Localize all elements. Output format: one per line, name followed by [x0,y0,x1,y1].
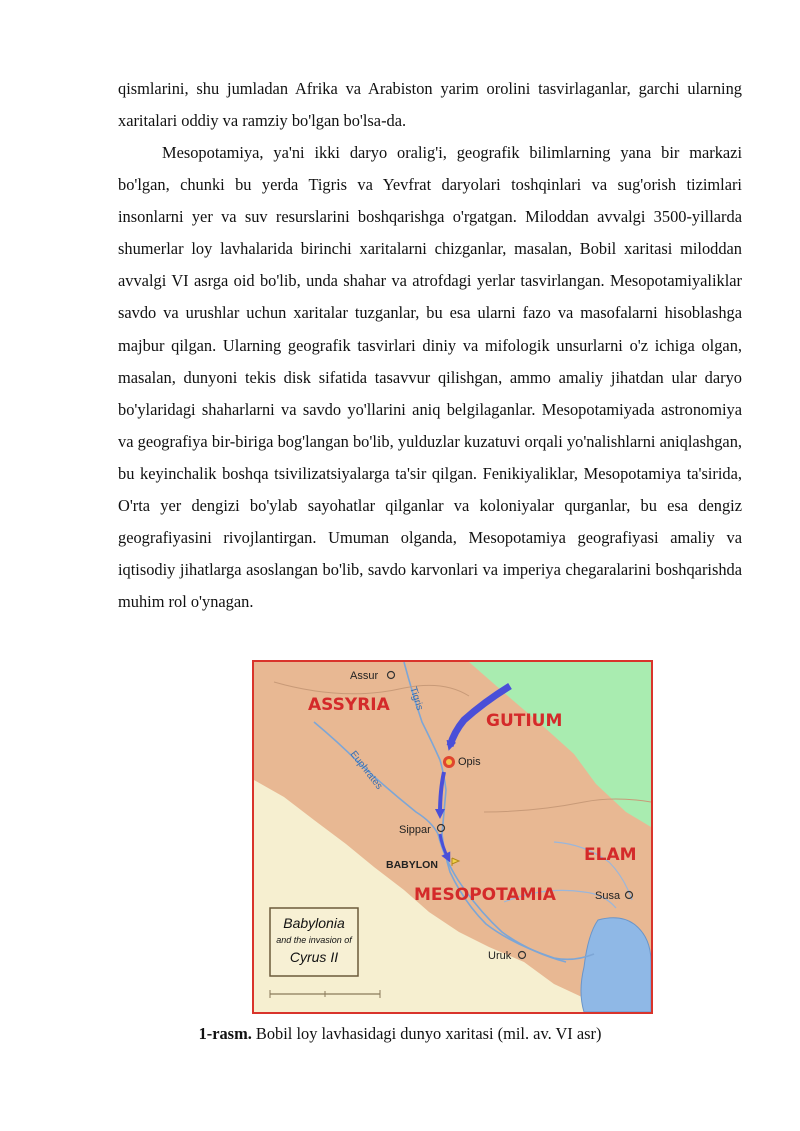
figure-caption [0,1022,800,1046]
label-opis: Opis [458,756,481,768]
legend-name: Cyrus II [289,949,339,965]
map-svg [254,662,651,1012]
gulf-sea [581,918,651,1012]
battle-icon [443,756,455,768]
caption-text: Bobil loy lavhasidagi dunyo xaritasi (mil. av. VI asr) [251,1024,602,1043]
map-legend [270,908,358,976]
paragraph-mesopotamia: Mesopotamiya, ya'ni ikki daryo oralig'i, geografik bilimlarning yana bir markazi bo'lgan, chunki bu yerda Tigris va Yevfrat daryolari toshqinlari va sug'orish tizimlari insonlarni yer va suv resurslarini boshqarishga o'rgatgan. Miloddan avvalgi 3500-yillarda shumerlar loy lavhalarida birinchi xaritalarni chizganlar, masalan, Bobil xaritasi miloddan avvalgi VI asrga oid bo'lib, unda shahar va atrofdagi yerlar tasvirlangan. Mesopotamiyaliklar savdo va urushlar uchun xaritalar tuzganlar, bu esa ularni fazo va masofalarni hisoblashga majbur qilgan. Ularning geografik tasvirlari diniy va mifologik unsurlarni o'z ichiga olgan, masalan, dunyoni tekis disk sifatida tasavvur qilishgan, ammo amaliy jihatdan ular daryo bo'ylaridagi shaharlarni va savdo yo'llarini aniq belgilaganlar. Mesopotamiyada astronomiya va geografiya bir-biriga bog'langan bo'lib, yulduzlar kuzatuvi orqali yo'nalishlarni aniqlashgan, bu keyinchalik boshqa tsivilizatsiyalarga ta'sir qilgan. Fenikiyaliklar, Mesopotamiya ta'sirida, O'rta yer dengizi bo'ylab sayohatlar qilganlar va koloniyalar qurganlar, bu esa dengiz geografiyasini rivojlantirgan. Umuman olganda, Mesopotamiya geografiyasi amaliy va iqtisodiy jihatlarga asoslangan bo'lib, savdo karvonlari va imperiya chegaralarini boshqarishda muhim rol o'ynagan. [118,143,742,612]
label-uruk: Uruk [488,950,512,962]
label-sippar: Sippar [399,824,431,836]
legend-title: Babylonia [283,915,345,931]
label-elam: ELAM [584,845,637,865]
label-gutium: GUTIUM [486,711,563,731]
label-assyria: ASSYRIA [308,695,390,715]
caption-label: 1-rasm. [198,1024,252,1043]
label-mesopotamia: MESOPOTAMIA [414,885,556,905]
paragraph-continuation: qismlarini, shu jumladan Afrika va Arabiston yarim orolini tasvirlaganlar, garchi ularning xaritalari oddiy va ramziy bo'lgan bo'lsa-da. [118,79,742,131]
label-tigris: Tigris [407,685,426,712]
label-susa: Susa [595,890,621,902]
label-euphrates: Euphrates [347,749,385,792]
label-babylon: BABYLON [386,859,438,871]
label-assur: Assur [350,670,379,682]
legend-subtitle: and the invasion of [276,935,352,945]
map-figure [252,660,653,1014]
